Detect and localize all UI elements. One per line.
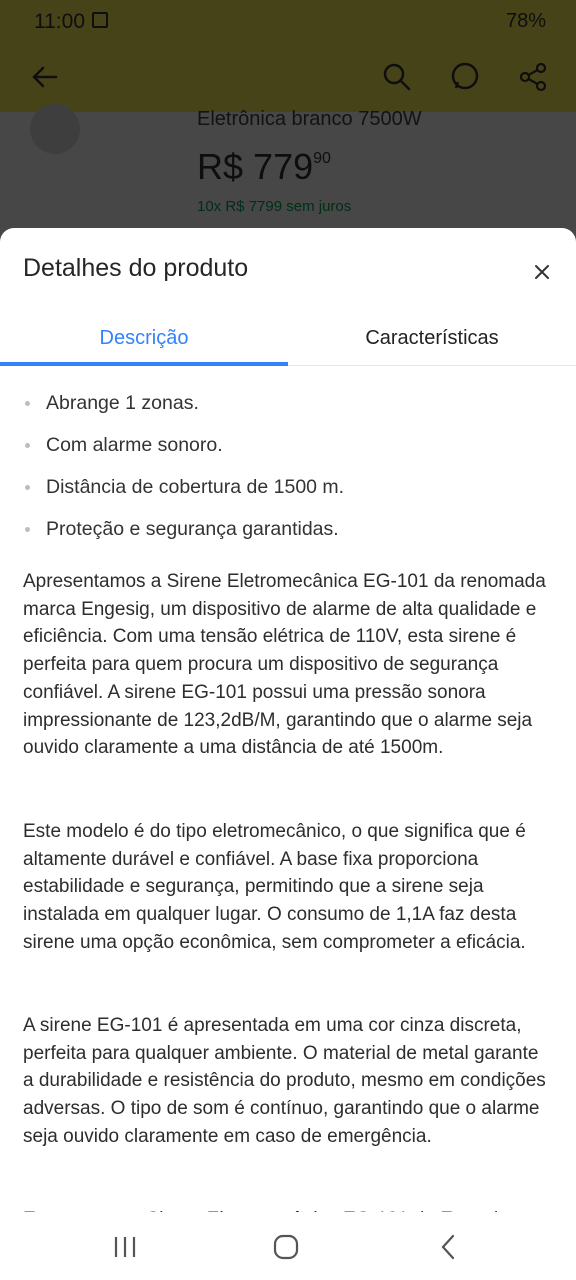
sheet-title: Detalhes do produto [23,254,249,282]
system-navigation-bar [0,1212,576,1280]
tab-indicator [0,362,288,366]
bullet-dot-icon [25,401,30,406]
list-item: Com alarme sonoro. [0,432,576,474]
tab-descricao[interactable]: Descrição [99,326,189,349]
recents-icon[interactable] [110,1232,140,1262]
bullet-dot-icon [25,485,30,490]
home-icon[interactable] [271,1232,301,1262]
list-item: Distância de cobertura de 1500 m. [0,474,576,516]
bullet-dot-icon [25,443,30,448]
description-paragraph: Este modelo é do tipo eletromecânico, o que significa que é altamente durável e confiável. A base fixa proporciona estabilidade e segurança, permitindo que a sirene seja instalada em qualquer lugar. O consumo de 1,1A faz desta sirene uma opção econômica, sem comprometer a eficácia. [23,821,526,953]
product-details-sheet [0,228,576,1280]
list-item: Abrange 1 zonas. [0,390,576,432]
list-item: Proteção e segurança garantidas. [0,516,576,558]
close-icon[interactable] [528,258,556,286]
chevron-left-icon[interactable] [434,1232,464,1262]
bullet-dot-icon [25,527,30,532]
tab-caracteristicas[interactable]: Características [365,326,499,349]
description-content[interactable] [0,368,576,1208]
description-paragraph: A sirene EG-101 é apresentada em uma cor cinza discreta, perfeita para qualquer ambiente. O material de metal garante a durabilidade e resistência do produto, mesmo em condições adversas. O tipo de som é contínuo, garantindo que o alarme seja ouvido claramente em caso de emergência. [23,1015,546,1147]
feature-list [0,390,576,558]
description-paragraph: Apresentamos a Sirene Eletromecânica EG-101 da renomada marca Engesig, um dispositivo de alarme de alta qualidade e eficiência. Com uma tensão elétrica de 110V, esta sirene é perfeita para quem procura um dispositivo de segurança confiável. A sirene EG-101 possui uma pressão sonora impressionante de 123,2dB/M, garantindo que o alarme seja ouvido claramente a uma distância de até 1500m. [23,571,546,759]
tab-bar [0,310,576,366]
